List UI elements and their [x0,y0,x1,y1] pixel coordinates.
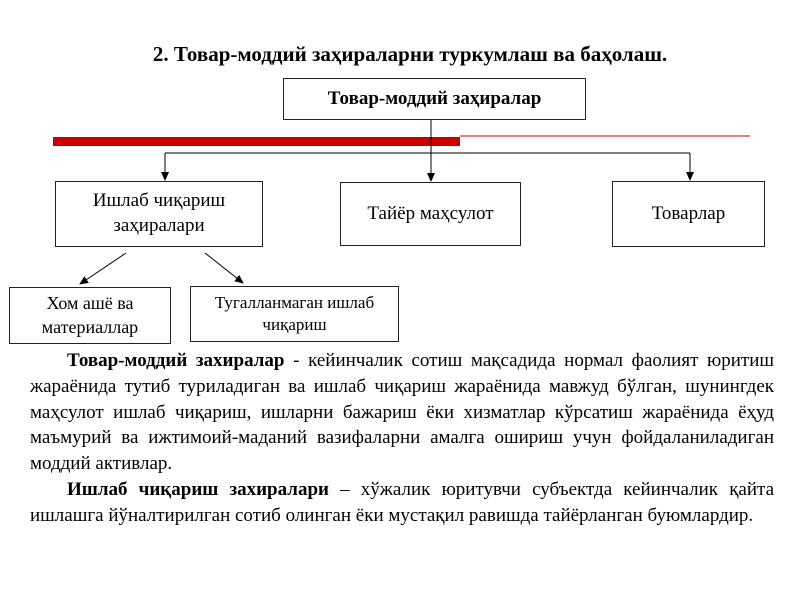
node-finished-label: Тайёр маҳсулот [367,202,494,224]
definition-term: Товар-моддий захиралар [67,350,285,371]
node-finished-products [340,182,521,246]
definitions-text [30,348,774,529]
definition-body: – хўжалик юритувчи субъектда кейинчалик қайта ишлашга йўналтирилган сотиб олинган ёки мустақил равишда тайёрланган буюмлардир. [30,478,774,526]
node-inventories [283,78,586,120]
definition-term: Ишлаб чиқариш захиралари [67,478,329,500]
node-inventories-label: Товар-моддий заҳиралар [327,87,542,109]
node-production-label: Ишлаб чиқариш заҳиралари [92,190,226,236]
page-title: 2. Товар-моддий заҳираларни туркумлаш ва баҳолаш. [152,42,668,66]
arrow-to-wip [205,253,243,283]
definition-paragraph [30,477,774,529]
node-production-inventories [55,181,263,247]
node-raw-materials [9,287,171,344]
node-wip-label: Тугалланмаган ишлаб чиқариш [214,292,375,334]
definition-body: - кейинчалик сотиш мақсадида нормал фаолият юритиш жараёнида тутиб туриладиган ва ишлаб чиқариш жараёнида мавжуд бўлган, шунингдек маҳсулот ишлаб чиқариш, ишларни бажариш ёки хизматлар кўрсатиш жараёнида ёҳуд маъмурий ва ижтимоий-маданий вазифаларни амалга ошириш учун фойдаланиладиган моддий активлар. [30,350,774,475]
node-work-in-progress [190,286,399,342]
definition-paragraph [30,348,774,477]
node-goods-label: Товарлар [651,202,726,224]
node-raw-label: Хом ашё ва материаллар [41,293,139,337]
node-goods [612,181,765,247]
arrow-to-raw [80,253,126,284]
accent-bar [53,137,460,146]
